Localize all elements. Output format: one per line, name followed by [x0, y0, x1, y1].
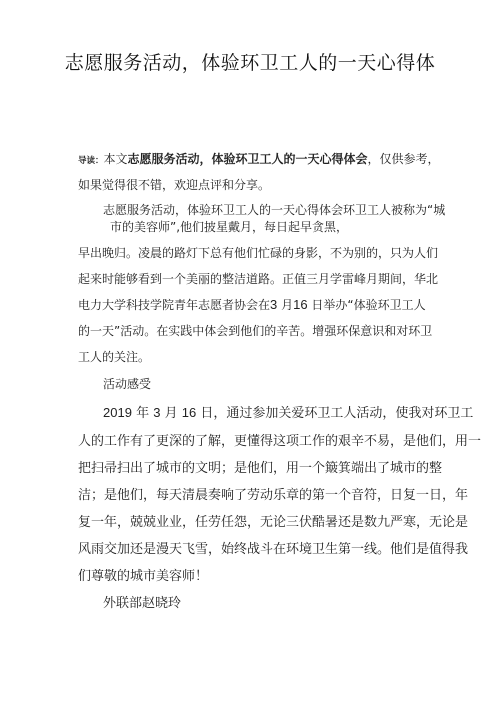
para1-line-5 [78, 296, 426, 313]
para1-line-2: 市的美容师”,他们披星戴月，每日起早贪黑， [110, 220, 349, 234]
para2-line-4: 洁；是他们，每天清晨奏响了劳动乐章的第一个音符，日复一日，年 [78, 488, 469, 503]
guide-suffix: ，仅供参考， [367, 152, 440, 166]
para2-line-3: 把扫帚扫出了城市的文明；是他们，用一个簸箕端出了城市的整 [78, 461, 443, 476]
para1-line-1: 志愿服务活动，体验环卫工人的一天心得体会环卫工人被称为“城 [103, 203, 446, 217]
para1-number-month: 3 [270, 297, 278, 312]
para1-line-5-c: 日举办“体验环卫工人 [311, 298, 426, 312]
para1-line-4: 起来时能够看到一个美丽的整洁道路。正值三月学雷峰月期间，华北 [78, 272, 439, 286]
para2-line-5: 复一年，兢兢业业，任劳任怨，无论三伏酷暑还是数九严寒，无论是 [78, 515, 469, 530]
guide-line-1 [78, 150, 440, 167]
para2-line-1-c: 日，通过参加关爱环卫工人活动，使我对环卫工 [200, 406, 474, 421]
guide-line-2: 如果觉得很不错，欢迎点评和分享。 [78, 178, 271, 192]
para2-line-1-b: 月 [164, 406, 178, 421]
guide-label: 导读： [78, 156, 104, 166]
document-title: 志愿服务活动，体验环卫工人的一天心得体 [64, 52, 436, 74]
para1-line-3: 早出晚归。凌晨的路灯下总有他们忙碌的身影，不为别的，只为人们 [78, 246, 439, 260]
para1-line-5-b: 月 [281, 298, 294, 312]
para2-line-1-a: 年 [136, 406, 150, 421]
para2-line-2: 人的工作有了更深的了解，更懂得这项工作的艰辛不易，是他们，用一 [78, 434, 482, 449]
signature: 外联部赵晓玲 [103, 596, 182, 611]
para2-line-7: 们尊敬的城市美容师！ [78, 569, 209, 584]
para2-number-month: 3 [153, 405, 161, 420]
guide-prefix: 本文 [103, 152, 128, 166]
para2-line-6: 风雨交加还是漫天飞雪，始终战斗在环境卫生第一线。他们是值得我 [78, 542, 469, 557]
para2-line-1 [103, 402, 473, 421]
section-heading: 活动感受 [103, 377, 152, 391]
para1-line-7: 工人的关注。 [78, 350, 151, 364]
para1-number-day: 16 [293, 297, 308, 312]
guide-bold-title: 志愿服务活动，体验环卫工人的一天心得体会 [127, 152, 368, 166]
para2-number-year: 2019 [103, 405, 132, 420]
para2-number-day: 16 [181, 405, 197, 420]
para1-line-6: 的一天”活动。在实践中体会到他们的辛苦。增强环保意识和对环卫 [78, 324, 433, 338]
para1-line-5-a: 电力大学科技学院青年志愿者协会在 [78, 298, 271, 312]
